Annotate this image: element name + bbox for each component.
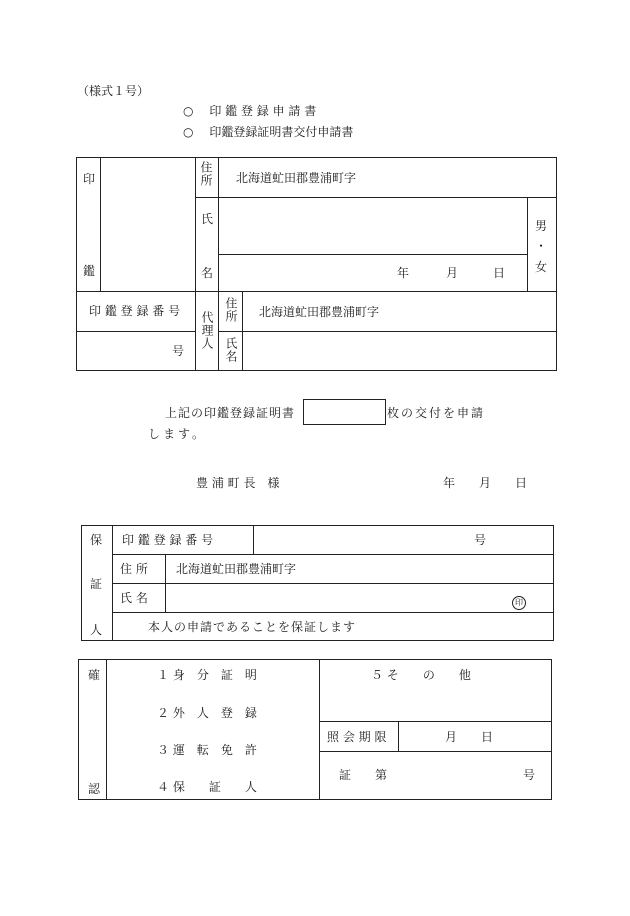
date-month-label: 月 [479,476,492,490]
seal-label-top: 印 [83,172,96,186]
guarantor-label-1: 保 [90,533,103,547]
method-guarantor[interactable]: ４ 保 証 人 [157,780,257,794]
gender-separator: ・ [535,239,548,253]
certificate-number-label: 証 第 [339,768,388,782]
method-alien-registration[interactable]: ２ 外 人 登 録 [157,706,257,720]
seal-impression-area[interactable] [101,158,194,290]
agent-address-value[interactable]: 北海道虻田郡豊浦町字 [259,305,380,319]
agent-address-label: 住所 [224,297,238,323]
guarantor-address-label: 住 所 [120,562,148,576]
form-number-label: （様式１号） [77,84,150,98]
addressee-mayor: 豊 浦 町 長 様 [196,476,280,490]
name-field[interactable] [219,198,526,253]
guarantor-label-3: 人 [90,623,103,637]
option-seal-registration[interactable] [183,104,316,118]
seal-label-bottom: 鑑 [83,264,96,278]
guarantor-label-2: 証 [90,577,103,591]
option-certificate-issuance[interactable] [183,125,353,139]
guarantor-name-field[interactable] [166,584,506,611]
gender-female[interactable]: 女 [535,260,548,274]
radio-circle-icon: ○ [183,125,194,139]
method-drivers-license[interactable]: ３ 運 転 免 許 [157,743,257,757]
guarantor-reg-number-label: 印 鑑 登 録 番 号 [122,533,214,547]
date-year-label: 年 [443,476,456,490]
address-value[interactable]: 北海道虻田郡豊浦町字 [236,171,357,185]
method-identity[interactable]: １ 身 分 証 明 [157,668,257,682]
confirmation-label-top: 確 [88,668,101,682]
birth-day-label: 日 [493,266,506,280]
birth-month-label: 月 [446,266,459,280]
name-label-top: 氏 [201,212,214,226]
agent-label: 代理人 [200,311,214,350]
method-other[interactable]: ５ そ の 他 [371,668,471,682]
guarantor-address-value[interactable]: 北海道虻田郡豊浦町字 [176,562,297,576]
agent-name-field[interactable] [243,332,556,370]
guarantor-statement: 本人の申請であることを保証します [148,620,357,634]
date-day-label: 日 [515,476,528,490]
request-line2: します。 [148,427,208,441]
request-line1-before: 上記の印鑑登録証明書 [165,406,296,420]
request-line1-after: 枚の交付を申請 [387,406,486,420]
agent-name-label: 氏名 [224,337,238,363]
seal-reg-number-label: 印 鑑 登 録 番 号 [89,304,181,318]
confirmation-label-bottom: 認 [88,782,101,796]
address-label: 住所 [199,161,213,187]
copies-count-input[interactable] [303,399,386,425]
inquiry-day-label: 日 [481,730,494,744]
seal-mark-icon: 印 [512,590,526,610]
seal-reg-number-suffix: 号 [172,344,185,358]
birth-year-label: 年 [397,266,410,280]
name-label-bottom: 名 [201,266,214,280]
radio-circle-icon: ○ [183,104,194,118]
option-label: 印 鑑 登 録 申 請 書 [209,104,317,118]
certificate-number-suffix: 号 [523,768,536,782]
guarantor-name-label: 氏 名 [120,591,148,605]
inquiry-deadline-label: 照 会 期 限 [327,730,387,744]
guarantor-reg-number-suffix: 号 [474,533,487,547]
inquiry-month-label: 月 [445,730,458,744]
gender-male[interactable]: 男 [535,219,548,233]
option-label: 印鑑登録証明書交付申請書 [209,125,354,139]
